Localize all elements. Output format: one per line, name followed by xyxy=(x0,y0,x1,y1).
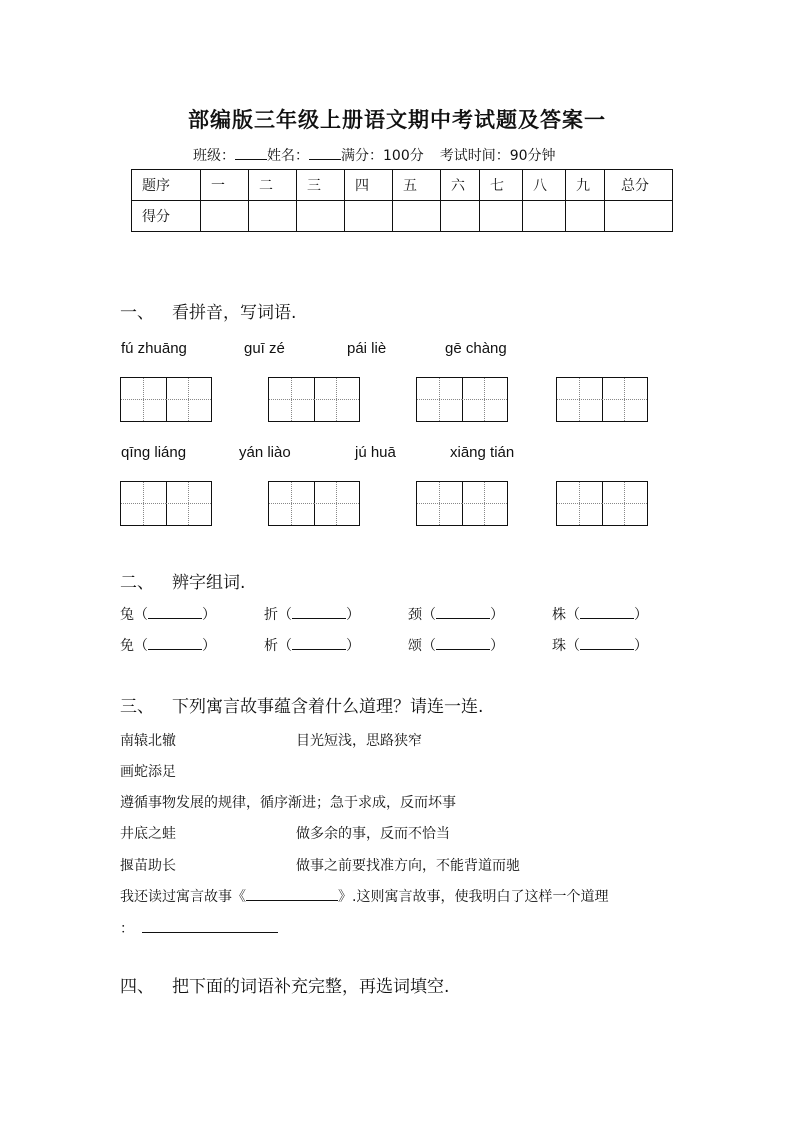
section-title: 看拼音，写词语. xyxy=(172,303,297,323)
word-item: 免（ ） xyxy=(120,638,216,654)
name-label: 姓名： xyxy=(267,148,309,164)
answer-blank[interactable] xyxy=(292,606,346,619)
word-item: 颂（ ） xyxy=(408,638,504,654)
header-cell: 四 xyxy=(345,170,393,201)
answer-blank[interactable] xyxy=(148,606,202,619)
also-read-line: 我还读过寓言故事《 》.这则寓言故事，使我明白了这样一个道理 xyxy=(120,889,609,905)
score-cell[interactable] xyxy=(441,201,480,232)
answer-blank[interactable] xyxy=(436,637,490,650)
writing-grid[interactable] xyxy=(268,377,360,422)
full-score: 满分：100分 xyxy=(341,148,424,164)
section-number: 四、 xyxy=(120,977,154,997)
header-cell: 五 xyxy=(393,170,441,201)
fable-moral[interactable]: 做多余的事，反而不恰当 xyxy=(296,826,450,842)
fable-title-blank[interactable] xyxy=(246,888,338,901)
header-cell: 三 xyxy=(297,170,345,201)
word-item: 折（ ） xyxy=(264,607,360,623)
exam-info xyxy=(193,145,556,165)
word-item: 兔（ ） xyxy=(120,607,216,623)
writing-grid[interactable] xyxy=(416,377,508,422)
answer-blank[interactable] xyxy=(580,637,634,650)
pinyin: pái liè xyxy=(347,340,387,357)
exam-time: 考试时间：90分钟 xyxy=(439,148,556,164)
answer-blank[interactable] xyxy=(580,606,634,619)
section-number: 一、 xyxy=(120,303,154,323)
word-item: 颈（ ） xyxy=(408,607,504,623)
lesson-line: ： xyxy=(120,918,278,938)
score-cell[interactable] xyxy=(523,201,566,232)
fable-name[interactable]: 井底之蛙 xyxy=(120,826,176,842)
writing-grid[interactable] xyxy=(120,377,212,422)
header-cell: 总分 xyxy=(605,170,673,201)
section-title: 辨字组词. xyxy=(172,573,246,593)
answer-blank[interactable] xyxy=(436,606,490,619)
word-item: 珠（ ） xyxy=(552,638,648,654)
fable-moral[interactable]: 遵循事物发展的规律，循序渐进；急于求成，反而坏事 xyxy=(120,795,456,811)
score-table xyxy=(131,169,673,232)
header-cell: 一 xyxy=(201,170,249,201)
header-cell: 题序 xyxy=(132,170,201,201)
answer-blank[interactable] xyxy=(148,637,202,650)
section-3-heading xyxy=(120,692,483,717)
fable-name[interactable]: 画蛇添足 xyxy=(120,764,176,780)
pinyin: qīng liáng xyxy=(121,444,187,461)
header-cell: 二 xyxy=(249,170,297,201)
writing-grid[interactable] xyxy=(556,377,648,422)
score-table-header-row xyxy=(132,170,673,201)
section-title: 把下面的词语补充完整，再选词填空. xyxy=(172,977,450,997)
score-cell[interactable] xyxy=(297,201,345,232)
score-cell[interactable] xyxy=(393,201,441,232)
word-item: 株（ ） xyxy=(552,607,648,623)
fable-name[interactable]: 南辕北辙 xyxy=(120,733,176,749)
fable-moral[interactable]: 做事之前要找准方向，不能背道而驰 xyxy=(296,858,520,874)
score-cell[interactable] xyxy=(566,201,605,232)
header-cell: 六 xyxy=(441,170,480,201)
writing-grid[interactable] xyxy=(556,481,648,526)
writing-grid[interactable] xyxy=(416,481,508,526)
lesson-blank[interactable] xyxy=(142,920,278,933)
score-cell[interactable] xyxy=(249,201,297,232)
score-cell[interactable] xyxy=(345,201,393,232)
score-cell[interactable] xyxy=(605,201,673,232)
section-2-heading xyxy=(120,568,245,593)
score-table-score-row xyxy=(132,201,673,232)
section-number: 三、 xyxy=(120,697,154,717)
word-item: 析（ ） xyxy=(264,638,360,654)
fable-moral[interactable]: 目光短浅，思路狭窄 xyxy=(296,733,422,749)
name-blank[interactable] xyxy=(309,147,341,160)
row-label: 得分 xyxy=(132,201,201,232)
pinyin: xiāng tián xyxy=(450,444,515,461)
header-cell: 九 xyxy=(566,170,605,201)
fable-name[interactable]: 揠苗助长 xyxy=(120,858,176,874)
score-cell[interactable] xyxy=(201,201,249,232)
writing-grid[interactable] xyxy=(120,481,212,526)
pinyin: gē chàng xyxy=(445,340,507,357)
page-title: 部编版三年级上册语文期中考试题及答案一 xyxy=(188,107,606,132)
section-4-heading xyxy=(120,972,449,997)
pinyin: jú huā xyxy=(355,444,396,461)
section-1-heading xyxy=(120,298,296,323)
class-label: 班级： xyxy=(193,148,235,164)
pinyin: yán liào xyxy=(239,444,291,461)
class-blank[interactable] xyxy=(235,147,267,160)
answer-blank[interactable] xyxy=(292,637,346,650)
writing-grid[interactable] xyxy=(268,481,360,526)
header-cell: 七 xyxy=(480,170,523,201)
header-cell: 八 xyxy=(523,170,566,201)
section-number: 二、 xyxy=(120,573,154,593)
pinyin: guī zé xyxy=(244,340,285,357)
score-cell[interactable] xyxy=(480,201,523,232)
pinyin: fú zhuāng xyxy=(121,340,187,357)
section-title: 下列寓言故事蕴含着什么道理？请连一连. xyxy=(172,697,484,717)
